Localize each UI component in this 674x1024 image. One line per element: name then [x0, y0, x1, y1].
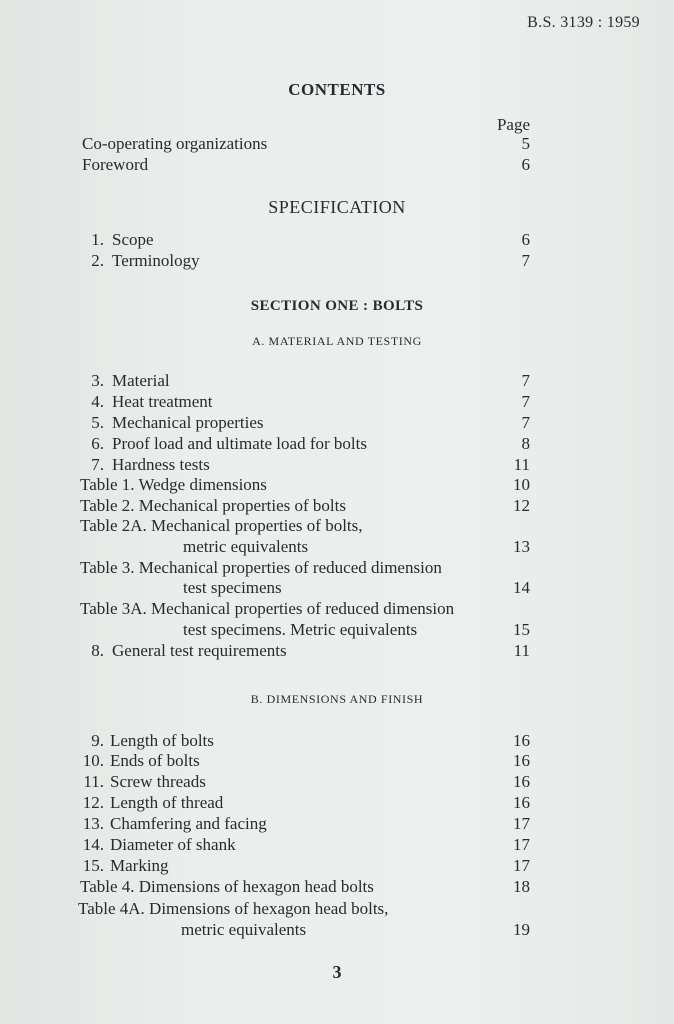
part-a-title: A. MATERIAL AND TESTING	[252, 334, 422, 348]
toc-table-entry	[0, 515, 674, 536]
toc-entry-page: 18	[513, 877, 530, 896]
toc-entry-text: Marking	[110, 856, 169, 875]
toc-entry-text: test specimens	[183, 578, 282, 597]
toc-entry-text: Table 4. Dimensions of hexagon head bolts	[80, 877, 374, 896]
toc-entry-page: 16	[513, 731, 530, 750]
toc-entry	[0, 750, 674, 771]
toc-entry-page: 19	[513, 920, 530, 939]
section-one-title: SECTION ONE : BOLTS	[250, 298, 424, 314]
toc-entry-number: 11.	[83, 772, 104, 791]
toc-entry	[0, 412, 674, 433]
toc-entry-text: Diameter of shank	[110, 835, 236, 854]
toc-entry-text: Length of thread	[110, 793, 224, 812]
contents-title: CONTENTS	[288, 80, 386, 99]
toc-table-entry	[0, 474, 674, 495]
toc-entry	[0, 640, 674, 661]
toc-entry-text: Chamfering and facing	[110, 814, 267, 833]
toc-entry-text: metric equivalents	[183, 537, 309, 556]
toc-entry-number: 14.	[82, 835, 104, 854]
toc-entry	[0, 154, 674, 175]
toc-entry-page: 17	[513, 814, 530, 833]
toc-entry-number: 4.	[91, 392, 104, 411]
toc-table-entry-continuation	[0, 577, 674, 598]
toc-entry-page: 12	[513, 496, 530, 515]
toc-entry-page: 5	[521, 134, 530, 153]
toc-entry-number: 7.	[91, 455, 104, 474]
toc-table-entry	[0, 898, 674, 919]
toc-entry-text: Heat treatment	[112, 392, 213, 411]
toc-entry-text: Length of bolts	[110, 731, 214, 750]
toc-entry-page: 13	[513, 537, 530, 556]
toc-entry-page: 7	[521, 413, 530, 432]
toc-entry-text: Co-operating organizations	[82, 134, 268, 153]
toc-entry	[0, 370, 674, 391]
specification-title: SPECIFICATION	[268, 197, 406, 217]
toc-entry-text: General test requirements	[112, 641, 287, 660]
toc-entry-number: 6.	[91, 434, 104, 453]
standard-reference: B.S. 3139 : 1959	[527, 14, 640, 31]
toc-entry-text: Table 4A. Dimensions of hexagon head bolts,	[78, 899, 389, 918]
page-column-label: Page	[496, 115, 530, 134]
toc-entry-page: 16	[513, 793, 530, 812]
toc-entry	[0, 454, 674, 475]
toc-entry-text: Mechanical properties	[112, 413, 264, 432]
toc-table-entry-continuation	[0, 919, 674, 940]
toc-entry-page: 6	[521, 155, 530, 174]
toc-table-entry	[0, 598, 674, 619]
toc-entry-page: 15	[513, 620, 530, 639]
toc-entry-text: Proof load and ultimate load for bolts	[112, 434, 367, 453]
toc-table-entry-continuation	[0, 536, 674, 557]
toc-entry-number: 5.	[91, 413, 104, 432]
toc-entry-number: 10.	[82, 751, 104, 770]
toc-entry	[0, 229, 674, 250]
toc-entry	[0, 250, 674, 271]
toc-entry	[0, 730, 674, 751]
toc-entry-text: Hardness tests	[112, 455, 210, 474]
toc-entry-page: 16	[513, 751, 530, 770]
toc-entry-number: 13.	[82, 814, 104, 833]
toc-entry-page: 7	[521, 371, 530, 390]
toc-table-entry	[0, 495, 674, 516]
toc-entry-number: 1.	[91, 230, 104, 249]
toc-entry	[0, 771, 674, 792]
toc-entry-text: metric equivalents	[181, 920, 307, 939]
toc-entry	[0, 813, 674, 834]
toc-entry-number: 2.	[91, 251, 104, 270]
toc-entry-page: 10	[513, 475, 530, 494]
toc-entry-text: Table 3A. Mechanical properties of reduced dimension	[80, 599, 455, 618]
toc-entry-text: Table 1. Wedge dimensions	[80, 475, 267, 494]
toc-entry-text: Foreword	[82, 155, 149, 174]
toc-entry-text: test specimens. Metric equivalents	[183, 620, 418, 639]
toc-entry-number: 8.	[91, 641, 104, 660]
toc-entry-page: 7	[521, 392, 530, 411]
toc-entry-number: 9.	[91, 731, 104, 750]
toc-entry	[0, 391, 674, 412]
toc-entry-page: 17	[513, 835, 530, 854]
toc-entry-text: Terminology	[112, 251, 200, 270]
toc-entry-text: Table 2A. Mechanical properties of bolts,	[80, 516, 363, 535]
toc-entry-page: 17	[513, 856, 530, 875]
toc-entry-page: 16	[513, 772, 530, 791]
toc-entry-text: Screw threads	[110, 772, 206, 791]
toc-entry-page: 7	[521, 251, 530, 270]
toc-entry-page: 14	[513, 578, 530, 597]
toc-entry	[0, 855, 674, 876]
toc-entry-text: Ends of bolts	[110, 751, 200, 770]
toc-entry	[0, 792, 674, 813]
toc-entry-text: Scope	[112, 230, 154, 249]
toc-entry-page: 8	[521, 434, 530, 453]
toc-entry-text: Table 3. Mechanical properties of reduced dimension	[80, 558, 442, 577]
toc-table-entry	[0, 557, 674, 578]
toc-entry-page: 6	[521, 230, 530, 249]
toc-table-entry	[0, 876, 674, 897]
toc-entry-page: 11	[513, 455, 530, 474]
toc-entry-page: 11	[513, 641, 530, 660]
toc-entry-text: Table 2. Mechanical properties of bolts	[80, 496, 346, 515]
toc-entry-number: 12.	[82, 793, 104, 812]
toc-entry-number: 15.	[82, 856, 104, 875]
toc-entry	[0, 133, 674, 154]
toc-entry	[0, 834, 674, 855]
part-b-title: B. DIMENSIONS AND FINISH	[250, 692, 424, 706]
toc-table-entry-continuation	[0, 619, 674, 640]
toc-entry-text: Material	[112, 371, 170, 390]
page-number: 3	[332, 962, 342, 982]
toc-entry	[0, 433, 674, 454]
toc-entry-number: 3.	[91, 371, 104, 390]
